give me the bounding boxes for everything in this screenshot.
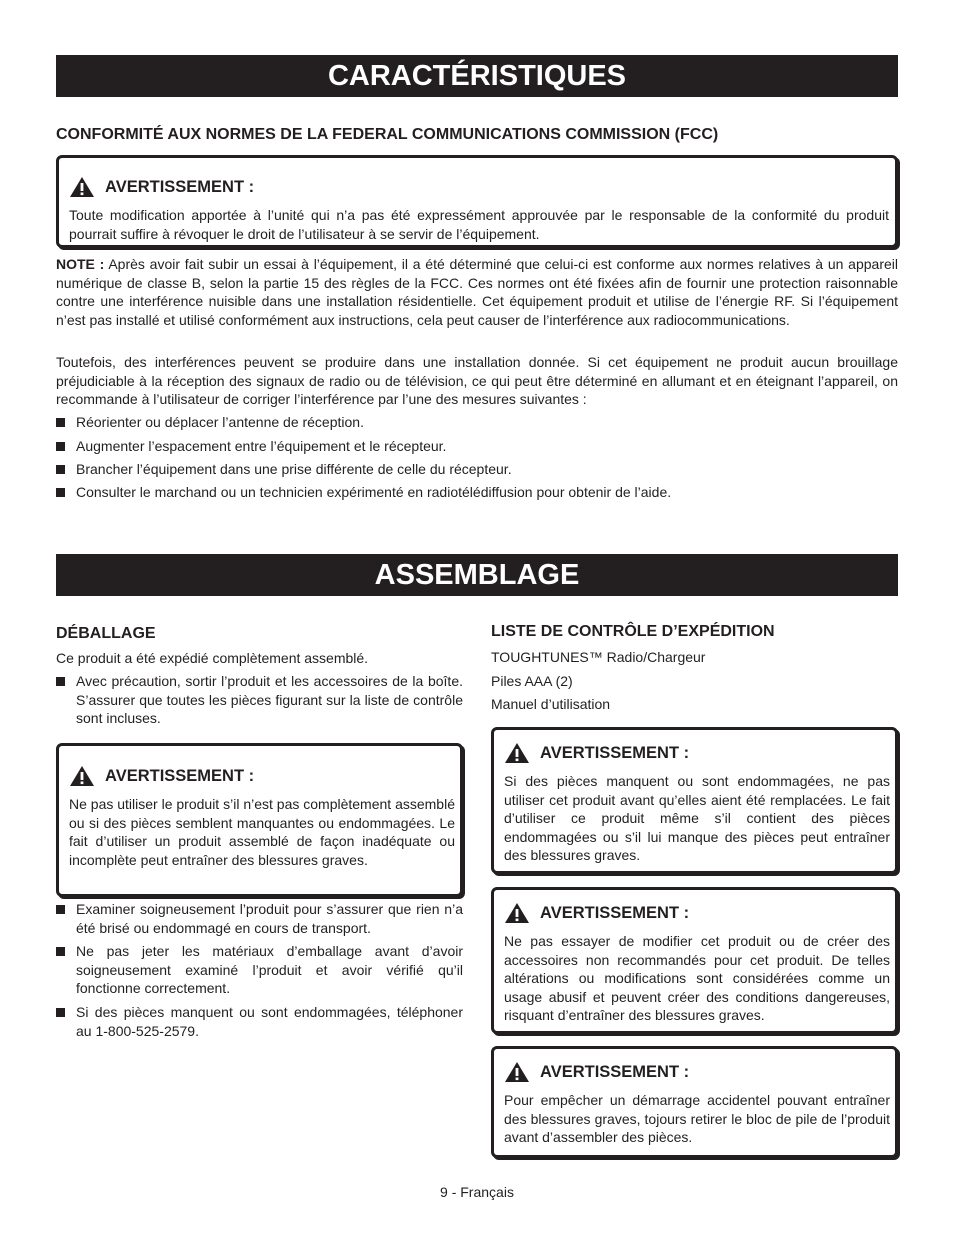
bullet-square-icon bbox=[56, 465, 65, 474]
warning-title: AVERTISSEMENT : bbox=[540, 743, 690, 762]
list-item-text: Ne pas jeter les matériaux d’emballage avant d’avoir soigneusement examiné l’produit et avoir vérifié qu’il fonctionne correctement. bbox=[76, 943, 463, 997]
list-item bbox=[56, 460, 898, 479]
section-banner-assemblage: ASSEMBLAGE bbox=[56, 554, 898, 596]
liste-heading: LISTE DE CONTRÔLE D’EXPÉDITION bbox=[491, 623, 775, 640]
bullet-square-icon bbox=[56, 418, 65, 427]
note-text: Après avoir fait subir un essai à l’équipement, il a été déterminé que celui-ci est conforme aux normes relatives à un appareil numérique de classe B, selon la partie 15 des règles de la FCC. Ces normes ont été fixées afin de fournir une protection raisonnable contre une interférence nuisible dans une installation résidentielle. Cet équipement produit et utilise de l’énergie RF. Si l’équipement n’est pas installé et utilisé conformément aux instructions, cela peut causer de l’interférence aux radiocommunications. bbox=[56, 256, 898, 328]
list-item bbox=[56, 483, 898, 502]
bullet-square-icon bbox=[56, 488, 65, 497]
warning-title: AVERTISSEMENT : bbox=[540, 903, 690, 922]
list-item bbox=[56, 942, 463, 998]
warning-title: AVERTISSEMENT : bbox=[105, 766, 255, 785]
liste-warning-box bbox=[491, 887, 898, 1034]
list-item-text: Si des pièces manquent ou sont endommagées, téléphoner au 1-800-525-2579. bbox=[76, 1004, 463, 1039]
warning-text: Pour empêcher un démarrage accidentel pouvant entraîner des blessures graves, tojours retirer le bloc de pile de l’produit avant d’assembler des pièces. bbox=[504, 1092, 890, 1146]
shipping-item: Piles AAA (2) bbox=[491, 673, 573, 689]
section-banner-caracteristiques: CARACTÉRISTIQUES bbox=[56, 55, 898, 97]
bullet-square-icon bbox=[56, 442, 65, 451]
warning-triangle-icon bbox=[69, 176, 95, 198]
shipping-item: TOUGHTUNES™ Radio/Chargeur bbox=[491, 649, 706, 665]
bullet-square-icon bbox=[56, 905, 65, 914]
liste-warning-title-row bbox=[504, 902, 689, 924]
warning-text: Toute modification apportée à l’unité qui n’a pas été expressément approuvée par le responsable de la conformité du produit pourrait suffire à révoquer le droit de l’utilisateur à se servir de l’équipement. bbox=[69, 207, 889, 242]
deballage-intro: Ce produit a été expédié complètement assemblé. bbox=[56, 650, 369, 666]
warning-triangle-icon bbox=[504, 902, 530, 924]
deballage-warning-title-row bbox=[69, 765, 254, 787]
bullet-square-icon bbox=[56, 677, 65, 686]
list-item-text: Avec précaution, sortir l’produit et les accessoires de la boîte. S’assurer que toutes les pièces figurant sur la liste de contrôle sont incluses. bbox=[76, 673, 463, 727]
interference-paragraph: Toutefois, des interférences peuvent se produire dans une installation donnée. Si cet équipement ne produit aucun brouillage préjudiciable à la réception des signaux de radio ou de télévision, ce qui peut être déterminé en allumant et en éteignant l’appareil, on recommande à l’utilisateur de corriger l’interférence par l’une des mesures suivantes : bbox=[56, 354, 898, 408]
warning-triangle-icon bbox=[504, 1061, 530, 1083]
warning-title: AVERTISSEMENT : bbox=[540, 1062, 690, 1081]
list-item bbox=[56, 413, 898, 432]
list-item bbox=[56, 900, 463, 937]
warning-triangle-icon bbox=[69, 765, 95, 787]
list-item-text: Examiner soigneusement l’produit pour s’assurer que rien n’a été brisé ou endommagé en cours de transport. bbox=[76, 901, 463, 936]
fcc-heading: CONFORMITÉ AUX NORMES DE LA FEDERAL COMMUNICATIONS COMMISSION (FCC) bbox=[56, 126, 719, 143]
warning-title: AVERTISSEMENT : bbox=[105, 177, 255, 196]
fcc-warning-title-row bbox=[69, 176, 254, 198]
list-item bbox=[56, 437, 898, 456]
bullet-square-icon bbox=[56, 947, 65, 956]
bullet-square-icon bbox=[56, 1008, 65, 1017]
fcc-warning-box bbox=[56, 155, 898, 248]
liste-warning-title-row bbox=[504, 742, 689, 764]
list-item bbox=[56, 1003, 463, 1040]
list-item-text: Brancher l’équipement dans une prise différente de celle du récepteur. bbox=[76, 461, 512, 477]
list-item bbox=[56, 672, 463, 728]
list-item-text: Consulter le marchand ou un technicien expérimenté en radiotélédiffusion pour obtenir de l’aide. bbox=[76, 484, 672, 500]
note-label: NOTE : bbox=[56, 256, 105, 272]
list-item-text: Réorienter ou déplacer l’antenne de réception. bbox=[76, 414, 364, 430]
note-paragraph bbox=[56, 255, 898, 329]
warning-text: Ne pas utiliser le produit s’il n’est pas complètement assemblé ou si des pièces semblent manquantes ou endommagées. Le fait d’utiliser un produit assemblé de façon inadéquate ou incomplète peut entraîner des blessures graves. bbox=[69, 796, 455, 868]
liste-warning-box bbox=[491, 727, 898, 874]
deballage-heading: DÉBALLAGE bbox=[56, 625, 156, 642]
shipping-item: Manuel d’utilisation bbox=[491, 696, 611, 712]
page-number: 9 - Français bbox=[440, 1184, 514, 1200]
liste-warning-box bbox=[491, 1046, 898, 1158]
warning-triangle-icon bbox=[504, 742, 530, 764]
list-item-text: Augmenter l’espacement entre l’équipement et le récepteur. bbox=[76, 438, 447, 454]
liste-warning-title-row bbox=[504, 1061, 689, 1083]
warning-text: Si des pièces manquent ou sont endommagées, ne pas utiliser cet produit avant qu’elles aient été remplacées. Le fait d’utiliser ce produit même s’il contient des pièces endommagées ou s’il lui manque des pièces peut entraîner des blessures graves. bbox=[504, 773, 890, 864]
deballage-warning-box bbox=[56, 743, 463, 897]
warning-text: Ne pas essayer de modifier cet produit ou de créer des accessoires non recommandés pour cet produit. De telles altérations ou modifications sont considérées comme un usage abusif et peuvent créer des conditions dangereuses, risquant d’entraîner des blessures graves. bbox=[504, 933, 890, 1024]
